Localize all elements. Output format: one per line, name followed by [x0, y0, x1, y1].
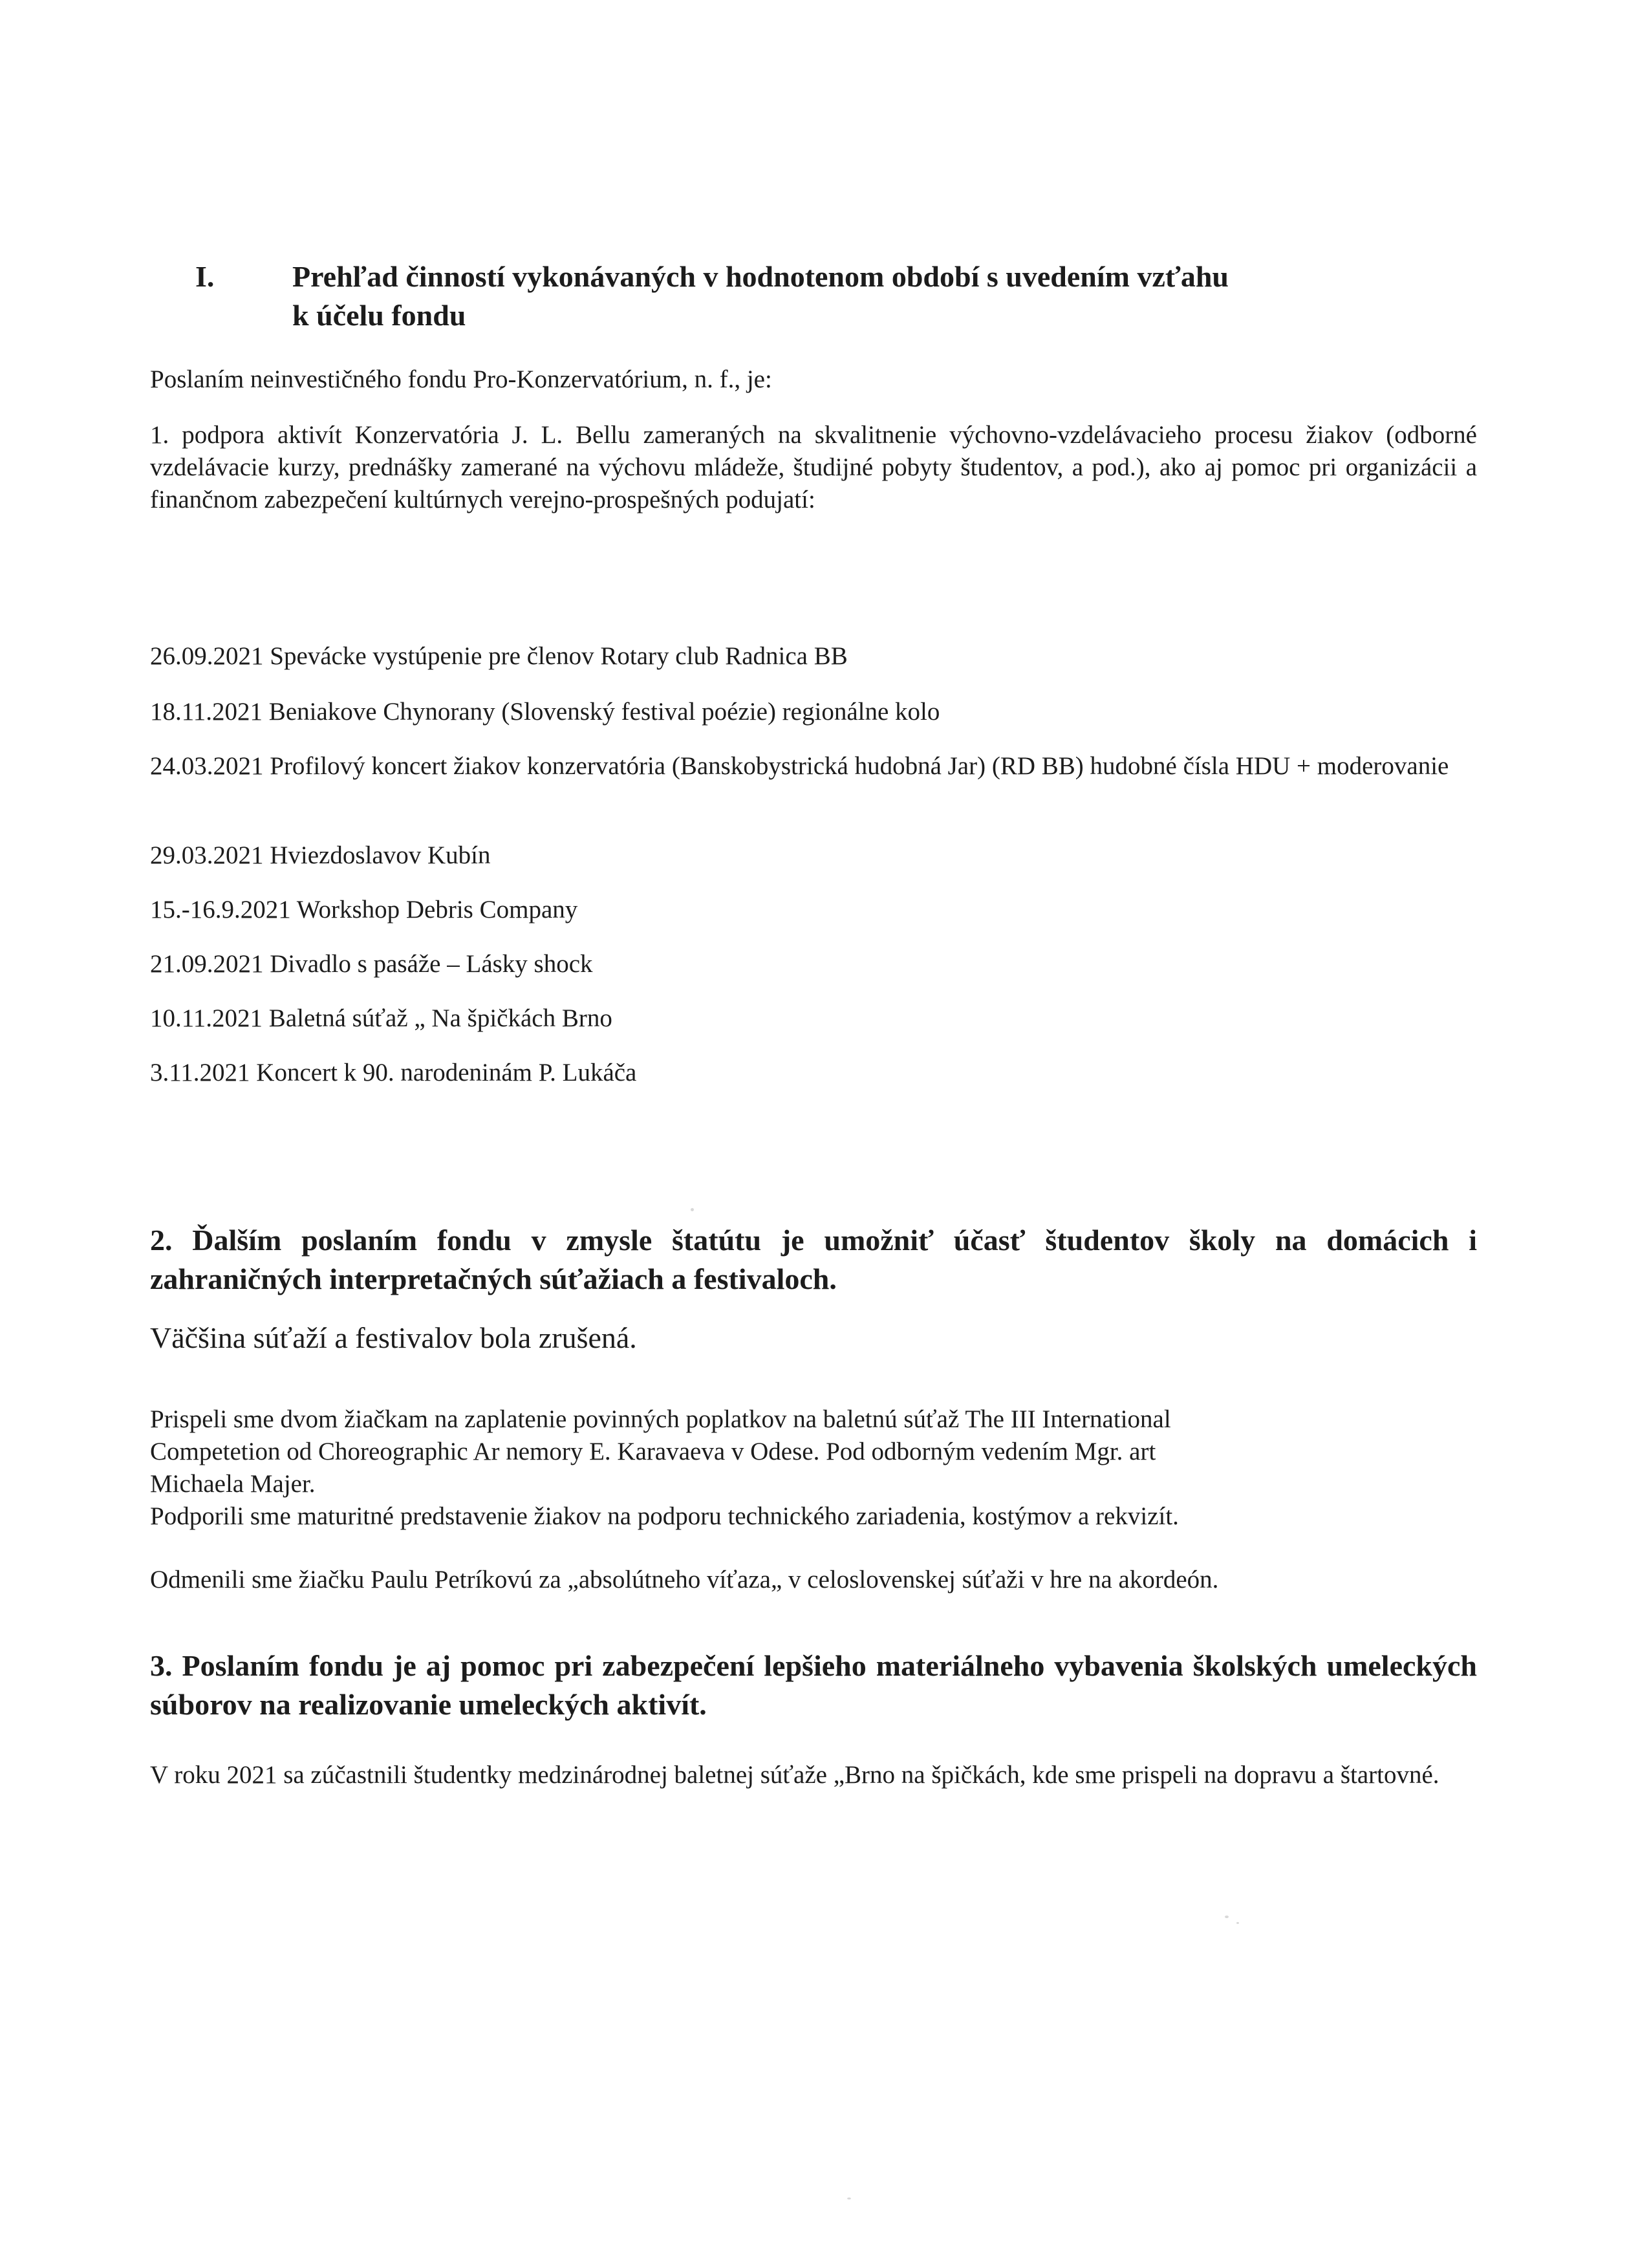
section-3-heading: 3. Poslaním fondu je aj pomoc pri zabezpečení lepšieho materiálneho vybavenia školských umeleckých súborov na realizovanie umeleckých aktivít.	[150, 1649, 1477, 1721]
event-item: 18.11.2021 Beniakove Chynorany (Slovenský festival poézie) regionálne kolo	[150, 698, 940, 726]
section-1-title-line2: k účelu fondu	[292, 299, 466, 332]
section-1-point-1: 1. podpora aktivít Konzervatória J. L. Bellu zameraných na skvalitnenie výchovno-vzdelávacieho procesu žiakov (odborné vzdelávacie kurzy, prednášky zamerané na výchovu mládeže, študijné pobyty študentov, a pod.), ako aj pomoc pri organizácii a finančnom zabezpečení kultúrnych verejno-prospešných podujatí:	[150, 421, 1477, 513]
scan-speck	[1225, 1916, 1229, 1918]
scan-speck	[691, 1208, 694, 1211]
section-2-paragraph-1-line: Prispeli sme dvom žiačkam na zaplatenie povinných poplatkov na baletnú súťaž The III International	[150, 1405, 1171, 1433]
event-item: 21.09.2021 Divadlo s pasáže – Lásky shock	[150, 950, 593, 978]
scan-speck	[847, 2198, 851, 2199]
section-1-heading	[150, 257, 1477, 335]
section-2-heading: 2. Ďalším poslaním fondu v zmysle štatútu je umožniť účasť študentov školy na domácich i zahraničných interpretačných súťažiach a festivaloch.	[150, 1224, 1477, 1295]
section-1-number: I.	[195, 260, 215, 293]
event-item: 3.11.2021 Koncert k 90. narodeninám P. Lukáča	[150, 1059, 637, 1086]
event-item: 26.09.2021 Spevácke vystúpenie pre členov Rotary club Radnica BB	[150, 642, 848, 670]
section-2-paragraph-2: Podporili sme maturitné predstavenie žiakov na podporu technického zariadenia, kostýmov a rekvizít.	[150, 1502, 1179, 1530]
section-1-title-line1: Prehľad činností vykonávaných v hodnotenom období s uvedením vzťahu	[292, 260, 1229, 293]
section-2-note: Väčšina súťaží a festivalov bola zrušená.	[150, 1321, 637, 1354]
section-2-paragraph-1-line: Michaela Majer.	[150, 1470, 316, 1498]
event-item: 24.03.2021 Profilový koncert žiakov konzervatória (Banskobystrická hudobná Jar) (RD BB) hudobné čísla HDU + moderovanie	[150, 752, 1449, 780]
section-2-paragraph-1	[150, 1403, 1477, 1533]
section-2-paragraph-3: Odmenili sme žiačku Paulu Petríkovú za „absolútneho víťaza„ v celoslovenskej súťaži v hre na akordeón.	[150, 1566, 1219, 1593]
section-2-paragraph-1-line: Competetion od Choreographic Ar nemory E. Karavaeva v Odese. Pod odborným vedením Mgr. art	[150, 1438, 1156, 1465]
event-item: 10.11.2021 Baletná súťaž „ Na špičkách Brno	[150, 1004, 612, 1032]
event-item: 29.03.2021 Hviezdoslavov Kubín	[150, 841, 491, 869]
scan-speck	[1236, 1922, 1239, 1924]
event-item: 15.-16.9.2021 Workshop Debris Company	[150, 896, 578, 923]
section-1-intro: Poslaním neinvestičného fondu Pro-Konzervatórium, n. f., je:	[150, 365, 772, 393]
section-3-paragraph: V roku 2021 sa zúčastnili študentky medzinárodnej baletnej súťaže „Brno na špičkách, kde sme prispeli na dopravu a štartovné.	[150, 1761, 1439, 1789]
